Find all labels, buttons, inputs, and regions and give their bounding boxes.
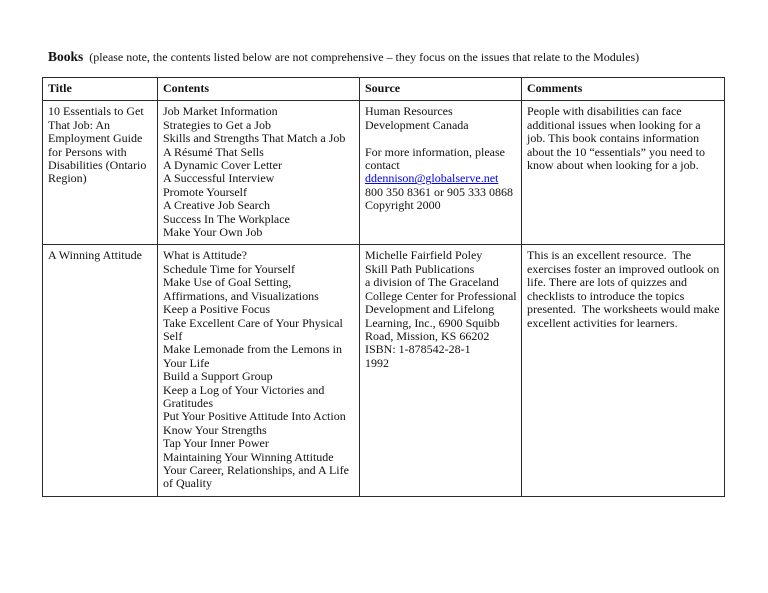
book-contents-cell <box>158 245 360 496</box>
contents-line: Tap Your Inner Power <box>163 436 269 451</box>
contents-line: Strategies to Get a Job <box>163 117 271 132</box>
contents-line: Keep a Positive Focus <box>163 302 270 317</box>
contents-line: Skills and Strengths That Match a Job <box>163 131 346 146</box>
comments-text: This is an excellent resource. The exercises foster an improved outlook on life. There are lots of quizzes and checklists to introduce the topics presented. The worksheets would make excellent activities for learners. <box>527 248 723 330</box>
source-line: a division of The Graceland College Center for Professional Development and Lifelong Learning, Inc., 6900 Squibb Road, Mission, KS 66202 <box>365 275 517 343</box>
book-contents-cell <box>158 101 360 245</box>
source-line <box>365 172 518 185</box>
column-header-title: Title <box>43 78 158 101</box>
books-table <box>42 77 725 497</box>
book-comments-cell <box>522 245 725 496</box>
source-line: Copyright 2000 <box>365 198 441 213</box>
source-line <box>365 132 518 145</box>
source-line: Skill Path Publications <box>365 261 475 276</box>
comments-text: People with disabilities can face additional issues when looking for a job. This book contains information about the 10 “essentials” you need to know about when looking for a job. <box>527 104 708 173</box>
contents-line: Build a Support Group <box>163 369 273 384</box>
table-header-row <box>43 78 725 101</box>
contents-line: Maintaining Your Winning Attitude <box>163 449 334 464</box>
contents-line: What is Attitude? <box>163 248 247 263</box>
contents-line: A Creative Job Search <box>163 198 270 213</box>
contents-line: Job Market Information <box>163 104 278 119</box>
book-comments-cell <box>522 101 725 245</box>
heading-title: Books <box>48 49 84 64</box>
column-header-comments: Comments <box>522 78 725 101</box>
source-line: Human Resources Development Canada <box>365 104 469 132</box>
book-source-cell <box>360 101 522 245</box>
contents-line: Make Lemonade from the Lemons in Your Life <box>163 342 342 370</box>
source-line: 800 350 8361 or 905 333 0868 <box>365 184 513 199</box>
table-row <box>43 245 725 496</box>
source-line: ISBN: 1-878542-28-1 <box>365 342 471 357</box>
page-heading <box>48 50 639 64</box>
column-header-contents: Contents <box>158 78 360 101</box>
contents-line: Know Your Strengths <box>163 422 267 437</box>
contents-line: Make Use of Goal Setting, Affirmations, and Visualizations <box>163 275 319 303</box>
contents-line: A Dynamic Cover Letter <box>163 158 282 173</box>
source-line: For more information, please contact <box>365 144 505 173</box>
heading-note: (please note, the contents listed below are not comprehensive – they focus on the issues that relate to the Modules) <box>89 50 640 64</box>
contents-line: Success In The Workplace <box>163 211 290 226</box>
contents-line: Schedule Time for Yourself <box>163 261 296 276</box>
source-line: 1992 <box>365 355 389 370</box>
contents-line: Make Your Own Job <box>163 225 263 240</box>
book-title-cell: A Winning Attitude <box>43 245 158 496</box>
table-row <box>43 101 725 245</box>
contents-line: A Résumé That Sells <box>163 144 264 159</box>
contents-line: A Successful Interview <box>163 171 275 186</box>
contents-line: Put Your Positive Attitude Into Action <box>163 409 346 424</box>
column-header-source: Source <box>360 78 522 101</box>
contents-line: Keep a Log of Your Victories and Gratitudes <box>163 382 325 410</box>
contents-line: Your Career, Relationships, and A Life of Quality <box>163 462 349 491</box>
book-title-cell: 10 Essentials to Get That Job: An Employment Guide for Persons with Disabilities (Ontario Region) <box>43 101 158 245</box>
book-source-cell <box>360 245 522 496</box>
source-line: Michelle Fairfield Poley <box>365 248 483 263</box>
contents-line: Take Excellent Care of Your Physical Self <box>163 315 343 343</box>
contents-line: Promote Yourself <box>163 184 248 199</box>
email-link[interactable]: ddennison@globalserve.net <box>365 171 499 186</box>
